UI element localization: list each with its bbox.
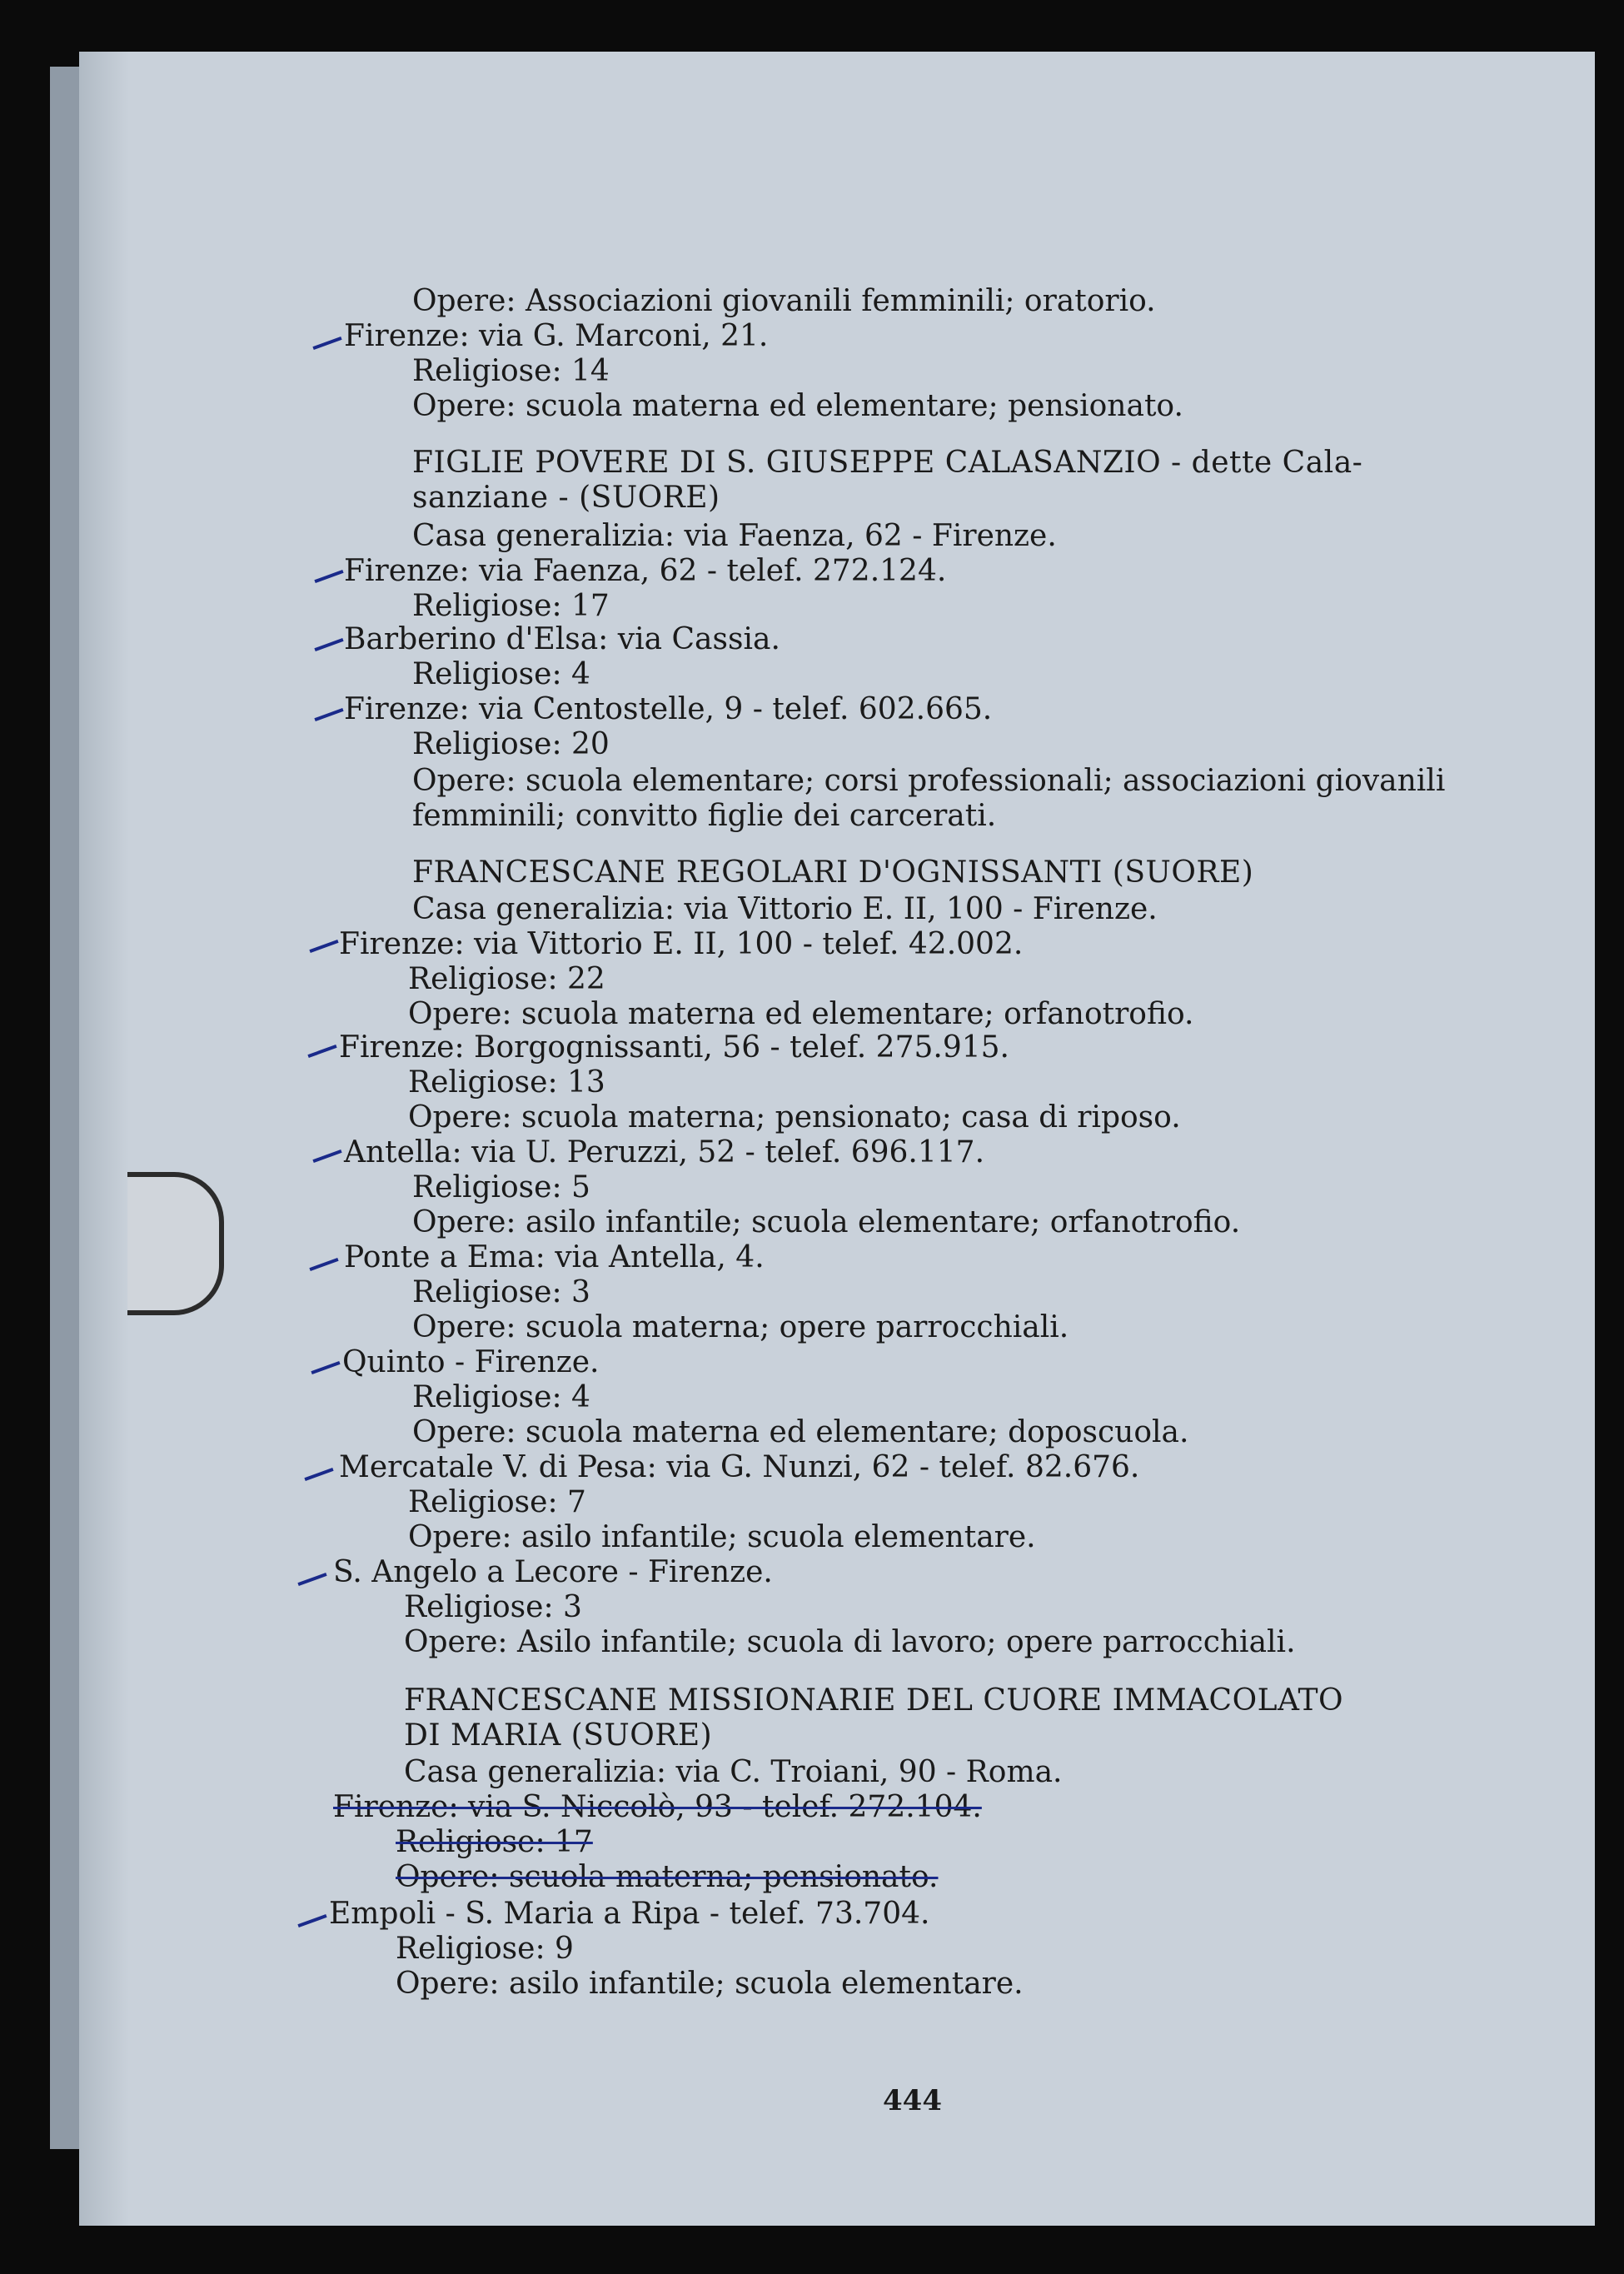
text-line: Religiose: 13 bbox=[408, 1065, 605, 1100]
text-line: Opere: Associazioni giovanili femminili; oratorio. bbox=[412, 284, 1156, 318]
text-line: Religiose: 4 bbox=[412, 657, 590, 691]
section-heading: FRANCESCANE MISSIONARIE DEL CUORE IMMACOLATO bbox=[404, 1683, 1344, 1718]
text-line: Religiose: 17 bbox=[412, 589, 610, 623]
text-line: Religiose: 14 bbox=[412, 354, 610, 388]
text-line: Religiose: 4 bbox=[412, 1380, 590, 1414]
section-heading: FRANCESCANE REGOLARI D'OGNISSANTI (SUORE) bbox=[412, 855, 1254, 890]
paper-clip bbox=[127, 1172, 224, 1315]
text-line: Casa generalizia: via Vittorio E. II, 100 - Firenze. bbox=[412, 892, 1158, 926]
text-line: Opere: scuola materna; opere parrocchiali. bbox=[412, 1310, 1069, 1344]
text-line: Firenze: via Faenza, 62 - telef. 272.124. bbox=[344, 554, 947, 588]
text-line: Religiose: 9 bbox=[396, 1932, 574, 1966]
text-line: Religiose: 20 bbox=[412, 727, 610, 761]
text-line: Casa generalizia: via Faenza, 62 - Firenze. bbox=[412, 519, 1057, 553]
text-line: S. Angelo a Lecore - Firenze. bbox=[333, 1555, 773, 1589]
page-edge bbox=[50, 67, 83, 2149]
text-line: Quinto - Firenze. bbox=[342, 1345, 600, 1379]
text-line: Opere: Asilo infantile; scuola di lavoro; opere parrocchiali. bbox=[404, 1625, 1296, 1659]
text-line: Opere: scuola materna ed elementare; doposcuola. bbox=[412, 1415, 1189, 1449]
check-mark-icon bbox=[312, 337, 341, 350]
text-line: Firenze: via Centostelle, 9 - telef. 602.665. bbox=[344, 692, 993, 726]
text-line: Opere: scuola materna ed elementare; pensionato. bbox=[412, 389, 1183, 423]
text-line: Opere: asilo infantile; scuola elementare. bbox=[408, 1520, 1036, 1554]
check-mark-icon bbox=[297, 1914, 326, 1927]
struck-text-line: Opere: scuola materna; pensionato. bbox=[396, 1860, 939, 1894]
text-line: Mercatale V. di Pesa: via G. Nunzi, 62 - telef. 82.676. bbox=[339, 1450, 1140, 1484]
struck-text-line: Religiose: 17 bbox=[396, 1825, 593, 1859]
text-line: Opere: scuola elementare; corsi professionali; associazioni giovanili bbox=[412, 764, 1446, 798]
text-line: Religiose: 22 bbox=[408, 962, 605, 996]
check-mark-icon bbox=[307, 1045, 336, 1058]
text-line: Opere: asilo infantile; scuola elementare; orfanotrofio. bbox=[412, 1205, 1241, 1239]
text-line: Casa generalizia: via C. Troiani, 90 - Roma. bbox=[404, 1755, 1063, 1789]
text-line: Religiose: 5 bbox=[412, 1170, 590, 1204]
text-line: Religiose: 3 bbox=[412, 1275, 590, 1309]
section-heading: FIGLIE POVERE DI S. GIUSEPPE CALASANZIO - dette Cala- bbox=[412, 446, 1363, 480]
text-line: Empoli - S. Maria a Ripa - telef. 73.704. bbox=[329, 1897, 930, 1931]
check-mark-icon bbox=[309, 1258, 338, 1271]
text-line: Antella: via U. Peruzzi, 52 - telef. 696.117. bbox=[344, 1135, 985, 1169]
text-line: Religiose: 7 bbox=[408, 1485, 586, 1519]
text-line: Barberino d'Elsa: via Cassia. bbox=[344, 622, 780, 656]
section-heading: DI MARIA (SUORE) bbox=[404, 1718, 713, 1753]
text-line: Firenze: Borgognissanti, 56 - telef. 275.915. bbox=[339, 1030, 1009, 1065]
text-line: Firenze: via Vittorio E. II, 100 - telef. 42.002. bbox=[339, 927, 1024, 961]
document-page bbox=[79, 52, 1595, 2226]
check-mark-icon bbox=[309, 940, 338, 953]
text-line: Opere: asilo infantile; scuola elementare. bbox=[396, 1967, 1024, 2001]
check-mark-icon bbox=[312, 1149, 341, 1163]
struck-text-line: Firenze: via S. Niccolò, 93 - telef. 272.104. bbox=[333, 1790, 982, 1824]
text-line: femminili; convitto figlie dei carcerati. bbox=[412, 799, 997, 833]
check-mark-icon bbox=[311, 1361, 340, 1374]
check-mark-icon bbox=[297, 1573, 326, 1586]
text-line: Opere: scuola materna ed elementare; orfanotrofio. bbox=[408, 997, 1194, 1031]
section-heading: sanziane - (SUORE) bbox=[412, 481, 720, 515]
check-mark-icon bbox=[314, 708, 343, 721]
page-number: 444 bbox=[883, 2084, 942, 2117]
check-mark-icon bbox=[304, 1468, 333, 1481]
check-mark-icon bbox=[314, 570, 343, 583]
text-line: Firenze: via G. Marconi, 21. bbox=[344, 319, 769, 353]
check-mark-icon bbox=[314, 638, 343, 651]
text-line: Ponte a Ema: via Antella, 4. bbox=[344, 1240, 765, 1274]
text-line: Opere: scuola materna; pensionato; casa di riposo. bbox=[408, 1100, 1181, 1135]
text-line: Religiose: 3 bbox=[404, 1590, 582, 1624]
